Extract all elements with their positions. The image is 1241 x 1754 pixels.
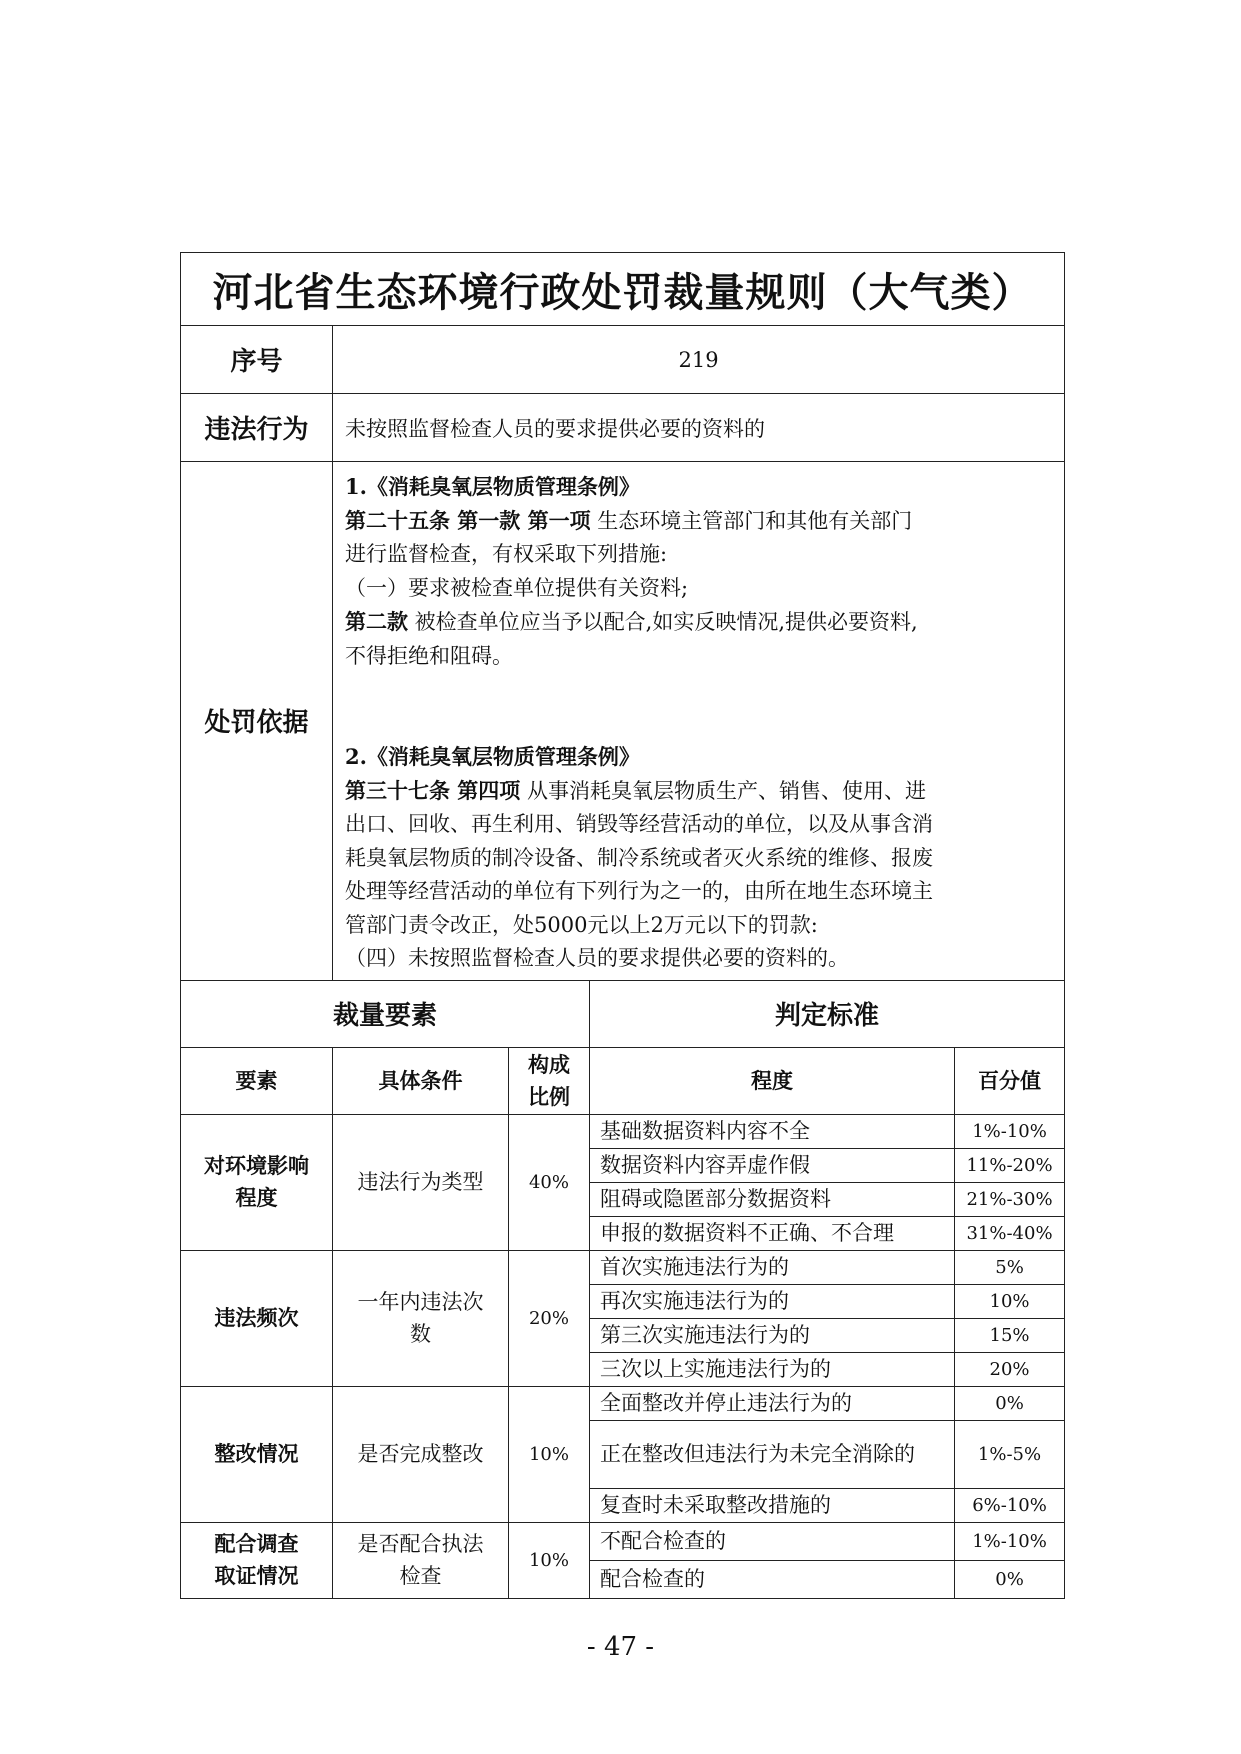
basis-article-3 (345, 774, 1052, 809)
percent-cell: 21%-30% (955, 1182, 1065, 1216)
percent-cell: 11%-20% (955, 1148, 1065, 1182)
basis-article-3-line: 耗臭氧层物质的制冷设备、制冷系统或者灭火系统的维修、报废 (345, 845, 933, 870)
ratio-cell: 10% (509, 1522, 590, 1598)
factor-line1: 配合调查 (214, 1532, 299, 1556)
col-degree: 程度 (590, 1047, 955, 1114)
percent-cell: 15% (955, 1318, 1065, 1352)
degree-cell: 阻碍或隐匿部分数据资料 (590, 1182, 955, 1216)
basis-article-3-line: 出口、回收、再生利用、销毁等经营活动的单位，以及从事含消 (345, 812, 933, 836)
percent-cell: 6%-10% (955, 1488, 1065, 1522)
col-ratio (509, 1047, 590, 1114)
basis-article-1 (345, 504, 1052, 539)
factor-cell: 整改情况 (181, 1386, 333, 1522)
ratio-cell: 20% (509, 1250, 590, 1386)
condition-line1: 一年内违法次 (357, 1290, 484, 1314)
degree-cell: 配合检查的 (590, 1560, 955, 1598)
factor-line2: 取证情况 (214, 1564, 299, 1588)
factor-cell: 违法频次 (181, 1250, 333, 1386)
violation-value: 未按照监督检查人员的要求提供必要的资料的 (333, 394, 1065, 462)
page-title: 河北省生态环境行政处罚裁量规则（大气类） (181, 253, 1065, 326)
basis-law-1: 1.《消耗臭氧层物质管理条例》 (345, 474, 640, 499)
percent-cell: 1%-10% (955, 1114, 1065, 1148)
condition-cell: 是否完成整改 (333, 1386, 509, 1522)
basis-article-1-text: 生态环境主管部门和其他有关部门 (590, 508, 913, 533)
basis-article-1-measure: （一）要求被检查单位提供有关资料; (345, 575, 689, 600)
factor-line2: 程度 (235, 1186, 278, 1210)
basis-article-2 (345, 605, 1052, 640)
basis-article-1-number: 第二十五条 第一款 第一项 (345, 507, 591, 533)
basis-content (333, 462, 1065, 981)
degree-cell: 三次以上实施违法行为的 (590, 1352, 955, 1386)
serial-label: 序号 (181, 326, 333, 394)
basis-law-2: 2.《消耗臭氧层物质管理条例》 (345, 744, 640, 769)
condition-line1: 违法行为类型 (357, 1170, 484, 1194)
violation-label: 违法行为 (181, 394, 333, 462)
factor-cell (181, 1114, 333, 1250)
condition-cell (333, 1522, 509, 1598)
basis-article-2-number: 第二款 (345, 609, 408, 634)
basis-article-2-line: 不得拒绝和阻碍。 (345, 643, 513, 668)
percent-cell: 31%-40% (955, 1216, 1065, 1250)
basis-article-2-text: 被检查单位应当予以配合,如实反映情况,提供必要资料, (408, 610, 918, 634)
basis-article-3-text: 从事消耗臭氧层物质生产、销售、使用、进 (520, 778, 926, 803)
degree-cell: 数据资料内容弄虚作假 (590, 1148, 955, 1182)
serial-value: 219 (333, 326, 1065, 394)
percent-cell: 10% (955, 1284, 1065, 1318)
basis-article-3-line: 管部门责令改正，处5000元以上2万元以下的罚款: (345, 912, 818, 937)
penalty-table (180, 252, 1065, 1599)
condition-line2: 数 (410, 1322, 431, 1346)
factor-line1: 对环境影响 (204, 1154, 309, 1178)
basis-label: 处罚依据 (181, 462, 333, 981)
basis-article-1-line: 进行监督检查，有权采取下列措施: (345, 542, 668, 566)
percent-cell: 5% (955, 1250, 1065, 1284)
percent-cell: 0% (955, 1560, 1065, 1598)
degree-cell: 再次实施违法行为的 (590, 1284, 955, 1318)
condition-cell (333, 1250, 509, 1386)
degree-cell: 第三次实施违法行为的 (590, 1318, 955, 1352)
col-ratio-line1: 构成 (528, 1052, 570, 1077)
degree-cell: 复查时未采取整改措施的 (590, 1488, 955, 1522)
degree-cell: 申报的数据资料不正确、不合理 (590, 1216, 955, 1250)
col-percent: 百分值 (955, 1047, 1065, 1114)
degree-cell: 首次实施违法行为的 (590, 1250, 955, 1284)
basis-article-3-line: （四）未按照监督检查人员的要求提供必要的资料的。 (345, 946, 849, 970)
ratio-cell: 10% (509, 1386, 590, 1522)
basis-article-3-line: 处理等经营活动的单位有下列行为之一的，由所在地生态环境主 (345, 879, 933, 903)
degree-cell: 正在整改但违法行为未完全消除的 (590, 1420, 955, 1488)
basis-article-3-number: 第三十七条 第四项 (345, 777, 521, 803)
degree-cell: 基础数据资料内容不全 (590, 1114, 955, 1148)
percent-cell: 20% (955, 1352, 1065, 1386)
standard-header: 判定标准 (590, 980, 1065, 1047)
col-factor: 要素 (181, 1047, 333, 1114)
condition-line1: 是否配合执法 (357, 1532, 484, 1556)
ratio-cell: 40% (509, 1114, 590, 1250)
col-condition: 具体条件 (333, 1047, 509, 1114)
percent-cell: 1%-10% (955, 1522, 1065, 1560)
col-ratio-line2: 比例 (528, 1084, 570, 1109)
degree-cell: 全面整改并停止违法行为的 (590, 1386, 955, 1420)
percent-cell: 0% (955, 1386, 1065, 1420)
discretion-header: 裁量要素 (181, 980, 590, 1047)
condition-line2: 检查 (399, 1564, 442, 1588)
percent-cell: 1%-5% (955, 1420, 1065, 1488)
page-number: - 47 - (586, 1632, 655, 1662)
factor-cell (181, 1522, 333, 1598)
degree-cell: 不配合检查的 (590, 1522, 955, 1560)
condition-cell (333, 1114, 509, 1250)
